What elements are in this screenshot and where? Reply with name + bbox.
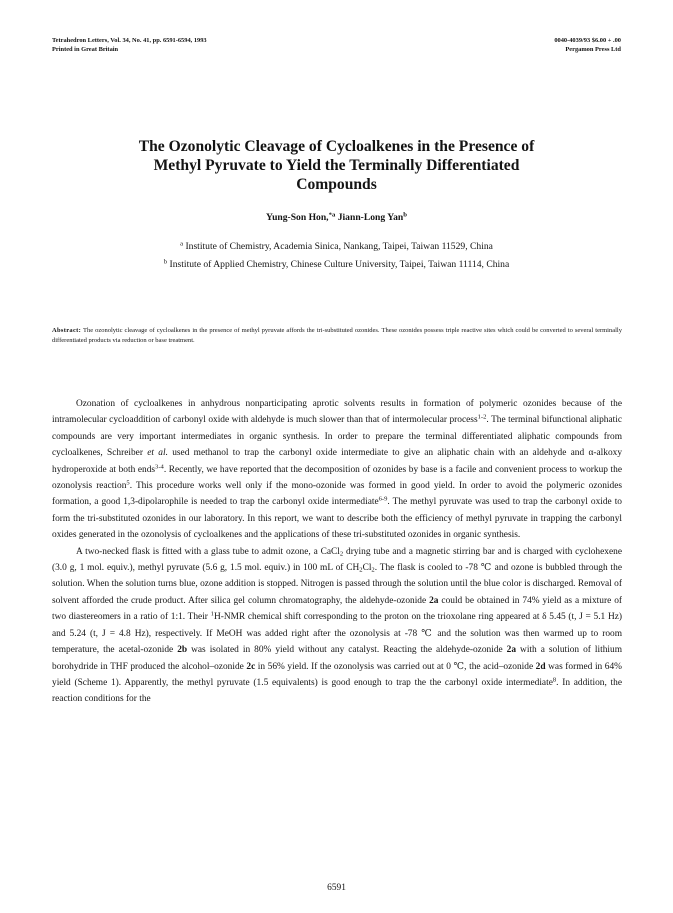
p2-text-10: was formed in 64% yield (Scheme 1). Apparently, the methyl pyruvate (1.5 equivalents) is good enough to trap the the carbonyl oxide intermediate [52,661,622,688]
author-2: Jiann-Long Yan [337,212,404,223]
subscript-cl2: 2 [371,566,375,574]
compound-2d: 2d [535,661,546,672]
author-list [0,212,673,223]
author-1: Yung-Son Hon, [266,212,329,223]
abstract [52,326,622,346]
p2-text-1: A two-necked flask is fitted with a glass tube to admit ozone, a CaCl [76,546,340,557]
compound-2c: 2c [246,661,256,672]
subscript-ch2: 2 [359,566,363,574]
author-2-mark: b [403,211,407,219]
printed-location: Printed in Great Britain [52,46,119,53]
running-header-left [52,36,207,54]
title-line-3: Compounds [296,176,377,193]
article-title [60,137,613,194]
publisher: Pergamon Press Ltd [565,46,621,53]
p2-text-6: H-NMR chemical shift corresponding to the proton on the trioxolane ring appeared at δ 5.45 (t, J = 5.1 Hz) and 5.24 (t, J = 4.8 Hz), respectively. If MeOH was added right after the ozonolysis at -78 ℃ and the solution was then warmed up to room temperature, the acetal-ozonide [52,612,622,656]
body-paragraph-2 [52,544,622,708]
reference-1-2: 1-2 [477,413,487,421]
issn-price: 0040-4039/93 $6.00 + .00 [554,37,621,44]
compound-2a: 2a [429,595,439,606]
compound-2a-second: 2a [506,645,517,656]
p2-text-4: . The flask is cooled to -78 ℃ and ozone is bubbled through the solution. When the solution turns blue, ozone addition is stopped. Nitrogen is passed through the solution until the blue color is discharged. Removal of solvent afforded the crude product. After silica gel column chromatography, the aldehyde-ozonide [52,563,622,606]
title-line-1: The Ozonolytic Cleavage of Cycloalkenes in the Presence of [138,138,535,155]
p2-text-9: in 56% yield. If the ozonolysis was carried out at 0 ℃, the acid–ozonide [255,661,536,672]
reference-6-9: 6-9 [378,495,388,503]
superscript-1h: 1 [210,610,214,618]
title-line-2: Methyl Pyruvate to Yield the Terminally Differentiated [153,157,520,174]
p2-text-5: could be obtained in 74% yield as a mixture of two diastereomers in a ratio of 1:1. Their [52,595,622,623]
affiliation-b-mark: b [163,258,168,266]
p2-text-3: Cl [362,563,372,574]
affiliation-b-text: Institute of Applied Chemistry, Chinese Culture University, Taipei, Taiwan 11114, China [169,259,510,270]
affiliation-a-mark: a [180,240,184,248]
reference-5: 5 [126,479,130,487]
journal-citation: Tetrahedron Letters, Vol. 34, No. 41, pp. 6591-6594, 1993 [52,37,207,44]
affiliation-a [0,241,673,252]
p2-text-2: drying tube and a magnetic stirring bar and is charged with cyclohexene (3.0 g, 1 mol. equiv.), methyl pyruvate (5.6 g, 1.5 mol. equiv.) in 100 mL of CH [52,546,622,574]
article-body [52,396,622,708]
p1-text-6: . The methyl pyruvate was used to trap the carbonyl oxide to form the tri-substituted ozonides in our laboratory. In this report, we want to describe both the efficiency of methyl pyruvate in trapping the carbonyl oxides generated in the ozonolysis of cycloalkenes and the applications of these tri-substituted ozonides in organic synthesis. [52,497,622,541]
compound-2b: 2b [177,645,188,656]
p2-text-11: . In addition, the reaction conditions for the [52,677,622,705]
affiliation-b [0,259,673,270]
reference-8: 8 [552,676,557,684]
page-number: 6591 [327,883,346,893]
p1-text-1: Ozonation of cycloalkenes in anhydrous nonparticipating aprotic solvents results in formation of polymeric ozonides because of the intramolecular cycloaddition of carbonyl oxide with aldehyde is much slower than that of intermolecular process [52,399,622,426]
reference-3-4: 3-4 [155,463,164,471]
p1-text-3: used methanol to trap the carbonyl oxide intermediate to give an aliphatic chain with an aldehyde and α-alkoxy hydroperoxide at both ends [52,448,623,475]
et-al: et al. [147,448,168,459]
p2-text-7: was isolated in 80% yield without any catalyst. Reacting the aldehyde-ozonide [187,645,507,656]
abstract-label: Abstract: [52,327,82,334]
p1-text-4: . Recently, we have reported that the decomposition of ozonides by base is a facile and convenient process to workup the ozonolysis reaction [52,464,622,492]
p1-text-2: . The terminal bifunctional aliphatic compounds are very important intermediates in organic synthesis. In order to prepare the terminal differentiated aliphatic compounds from cycloalkenes, Schreiber [52,415,622,459]
subscript-cacl2: 2 [339,550,344,558]
author-1-mark: *a [328,211,336,219]
p1-text-5: . This procedure works well only if the mono-ozonide was formed in good yield. In order to avoid the polymeric ozonides formation, a good 1,3-dipolarophile is needed to trap the carbonyl oxide intermediate [52,481,623,508]
body-paragraph-1 [52,396,622,544]
abstract-text: The ozonolytic cleavage of cycloalkenes in the presence of methyl pyruvate affords the tri-substituted ozonides. These ozonides possess triple reactive sites which could be converted to several terminally differentiated products via reduction or base treatment. [52,327,622,344]
running-header-right [554,36,621,54]
affiliation-a-text: Institute of Chemistry, Academia Sinica, Nankang, Taipei, Taiwan 11529, China [185,241,493,252]
p2-text-8: with a solution of lithium borohydride in THF produced the alcohol–ozonide [52,645,622,672]
